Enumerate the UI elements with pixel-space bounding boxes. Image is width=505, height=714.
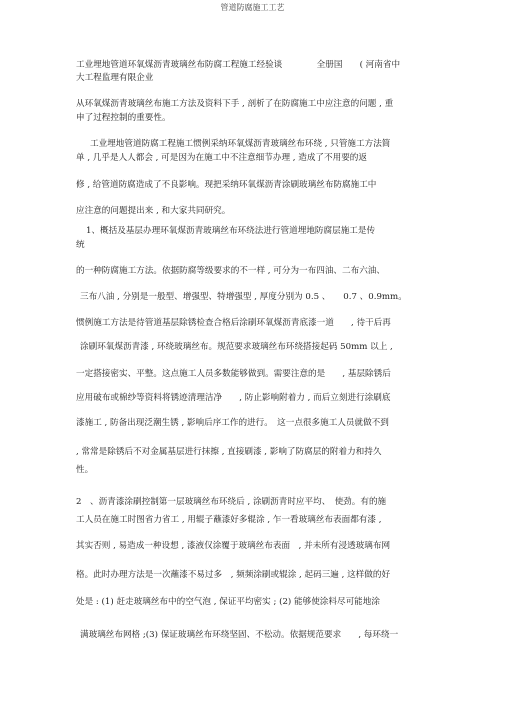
text-line: 惯例施工方法是待管道基层除锈检查合格后涂刷环氧煤沥青底漆一道 , 待干后再 — [76, 318, 391, 328]
text-line: 涂刷环氧煤沥青漆 , 环绕玻璃丝布。规范要求玻璃丝布环绕搭接起码 50mm 以上 , — [80, 342, 393, 352]
text-line: 应注意的问题提出来 , 和大家共同研究。 — [76, 206, 231, 216]
text-line: 性。 — [76, 465, 94, 475]
text-line: 满玻璃丝布网格 ;(3) 保证玻璃丝布环绕坚固、不松动。依据规范要求 , 每环绕一 — [80, 630, 399, 640]
text-line: 大工程监理有限企业 — [76, 73, 154, 83]
text-line: 的一种防腐施工方法。依据防腐等级要求的不一样 , 可分为一布四油、二布六油、 — [76, 266, 385, 276]
text-line: 处是 : (1) 赶走玻璃丝布中的空气泡 , 保证平均密实 ; (2) 能够使涂料尽可能地涂 — [76, 597, 380, 607]
text-line: 工业埋地管道防腐工程施工惯例采纳环氧煤沥青玻璃丝布环绕 , 只管施工方法简 — [90, 139, 391, 149]
page-header: 管道防腐施工工艺 — [220, 3, 285, 12]
text-line: 其实否则 , 易造成一种设想 , 漆液仅涂覆于玻璃丝布表面 , 并未所有浸透玻璃布网 — [76, 541, 391, 551]
text-line: 漆施工 , 防备出现泛潮生锈 , 影响后序工作的进行。 这一点很多施工人员就做不到 — [76, 418, 389, 428]
text-line: 申了过程控制的重要性。 — [76, 113, 171, 123]
text-line: , 常常是除锈后不对金属基层进行抹擦 , 直接刷漆 , 影响了防腐层的附着力和持久 — [76, 447, 382, 457]
text-line: 格。此时办理方法是一次蘸漆不易过多 , 频频涂刷或辊涂 , 起码三遍 , 这样做的好 — [76, 570, 391, 580]
text-line: 2 、沥青漆涂刷控制第一层玻璃丝布环绕后 , 涂刷沥青时应平均、 使劲。有的施 — [76, 497, 387, 507]
text-line: 工人员在施工时图省力省工 , 用辊子蘸漆好多辊涂 , 乍一看玻璃丝布表面都有漆 , — [76, 515, 382, 525]
text-line: 应用破布或棉纱等资料将锈迹清理洁净 , 防止影响附着力 , 而后立刻进行涂刷底 — [76, 393, 391, 403]
text-line: 1、概括及基层办理环氧煤沥青玻璃丝布环绕法进行管道埋地防腐层施工是传 — [86, 226, 376, 236]
text-line: 工业埋地管道环氧煤沥青玻璃丝布防腐工程施工经验谈 全册国 ( 河南省中 — [76, 60, 401, 70]
text-line: 单 , 几乎是人人都会 , 可是因为在施工中不注意细节办理 , 造成了不用要的返 — [76, 153, 367, 163]
text-line: 一定搭接密实、平整。这点施工人员多数能够做到。需要注意的是 , 基层除锈后 — [76, 369, 391, 379]
text-line: 修 , 给管道防腐造成了不良影响。现把采纳环氧煤沥青涂刷玻璃丝布防腐施工中 — [76, 180, 377, 190]
text-line: 三布八油 , 分别是一般型、增强型、特增强型 , 厚度分别为 0.5 、 0.7 、0.9mm。 — [80, 292, 407, 302]
text-line: 统 — [76, 240, 85, 250]
text-line: 从环氧煤沥青玻璃丝布施工方法及资料下手 , 剖析了在防腐施工中应注意的问题 , 重 — [76, 99, 394, 109]
